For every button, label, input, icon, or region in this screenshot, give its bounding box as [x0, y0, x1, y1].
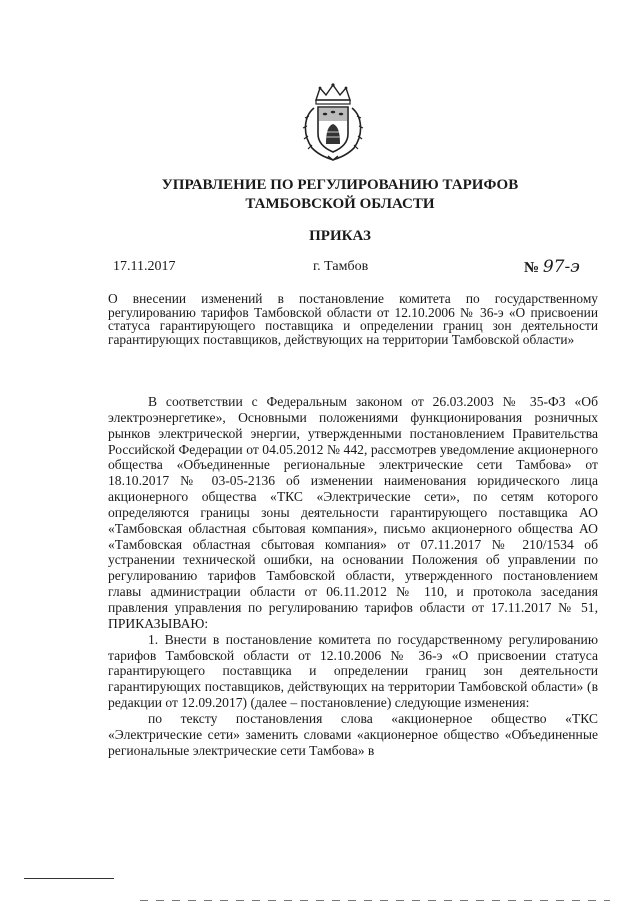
document-type: ПРИКАЗ — [309, 228, 371, 244]
footer-divider — [24, 878, 114, 879]
document-body — [108, 394, 598, 758]
body-paragraph: 1. Внести в постановление комитета по государственному регулированию тарифов Тамбовской области от 12.10.2006 № 36-э «О присвоении статуса гарантирующего поставщика и определении границ зон деятельности гарантирующих поставщиков, действующих на территории Тамбовской области» (в редакции от 12.09.2017) (далее – постановление) следующие изменения: — [108, 631, 598, 711]
organization-name-line1: УПРАВЛЕНИЕ ПО РЕГУЛИРОВАНИЮ ТАРИФОВ — [161, 177, 519, 193]
document-subject: О внесении изменений в постановление комитета по государственному регулированию тарифов Тамбовской области от 12.10.2006 № 36-э «О присвоении статуса гарантирующего поставщика и определении границ зон деятельности гарантирующих поставщиков, действующих на территории Тамбовской области» — [108, 291, 598, 347]
handwritten-number: 97-э — [542, 257, 580, 277]
document-date: 17.11.2017 — [113, 259, 176, 274]
body-paragraph: В соответствии с Федеральным законом от 26.03.2003 № 35-ФЗ «Об электроэнергетике», Основными положениями функционирования розничных рынков электрической энергии, утвержденными постановлением Правительства Российской Федерации от 04.05.2012 № 442, рассмотрев уведомление акционерного общества «Объединенные региональные электрические сети Тамбова» от 18.10.2017 № 03-05-2136 об изменении наименования юридического лица акционерного общества «ТКС «Электрические сети», по сетям которого определяются границы зоны деятельности гарантирующего поставщика АО «Тамбовская областная сбытовая компания», письмо акционерного общества АО «Тамбовская областная сбытовая компания» от 07.11.2017 № 210/1534 об устранении технической ошибки, на основании Положения об управлении по регулированию тарифов Тамбовской области, утвержденного постановлением главы администрации области от 06.11.2012 № 110, и протокола заседания правления управления по регулированию тарифов области от 17.11.2017 № 51, ПРИКАЗЫВАЮ: — [108, 394, 598, 631]
document-city: г. Тамбов — [313, 259, 369, 274]
number-label: № — [524, 260, 540, 276]
scan-artifact-line — [140, 900, 610, 901]
organization-name-line2: ТАМБОВСКОЙ ОБЛАСТИ — [245, 196, 435, 212]
document-number — [524, 257, 580, 277]
body-paragraph: по тексту постановления слова «акционерное общество «ТКС «Электрические сети» заменить словами «акционерное общество «Объединенные региональные электрические сети Тамбова» в — [108, 710, 598, 758]
coat-of-arms-icon — [300, 82, 366, 162]
organization-name — [120, 176, 560, 214]
